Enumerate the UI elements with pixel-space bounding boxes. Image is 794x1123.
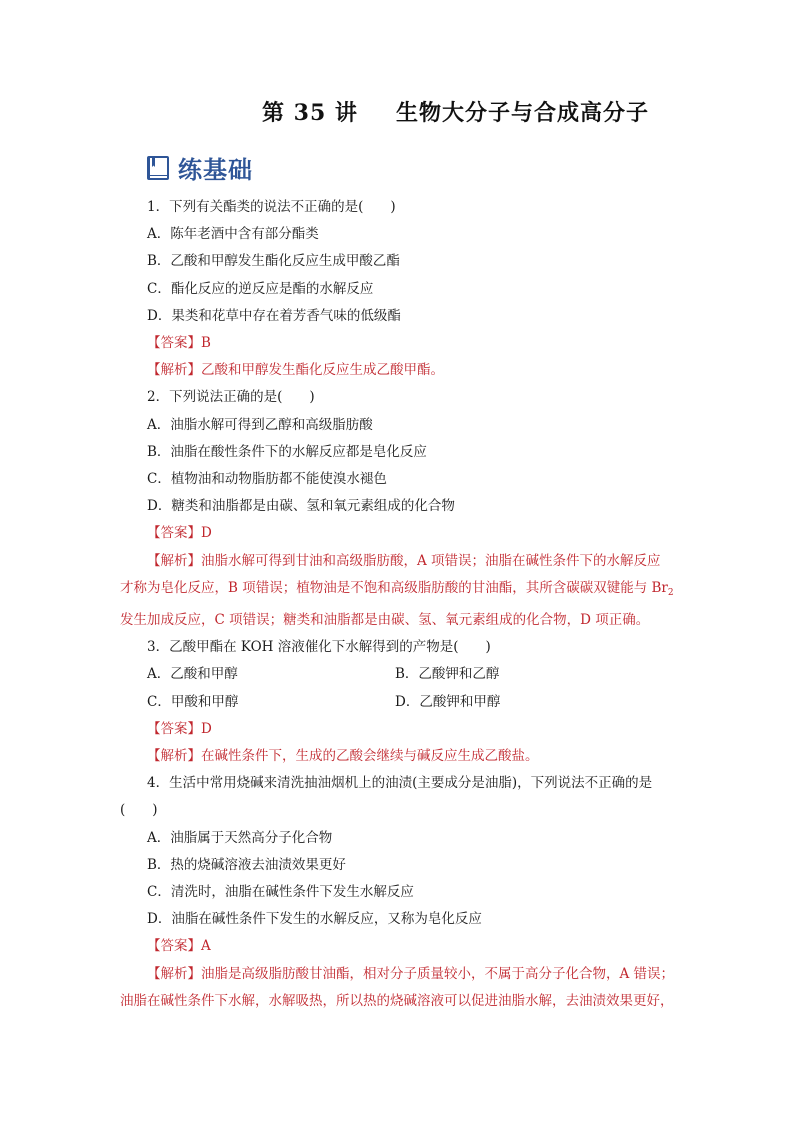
answer-line: [120, 520, 680, 547]
option-c: C．植物油和动物脂肪都不能使溴水褪色: [147, 471, 387, 488]
analysis-tag: 【解析】: [147, 965, 201, 982]
option-row: [120, 689, 680, 716]
option-b: B．油脂在酸性条件下的水解反应都是皂化反应: [147, 443, 427, 460]
analysis-text: 油脂水解可得到甘油和高级脂肪酸，A 项错误；油脂在碱性条件下的水解反应: [201, 552, 661, 569]
question-list: [120, 194, 680, 1015]
answer-tag: 【答案】: [147, 938, 201, 955]
option-a: A．油脂水解可得到乙醇和高级脂肪酸: [147, 416, 373, 433]
analysis-text: 油脂是高级脂肪酸甘油酯，相对分子质量较小，不属于高分子化合物，A 错误；: [201, 965, 675, 982]
option-b: B．乙酸钾和乙醇: [395, 666, 500, 683]
option-c: C．甲酸和甲醇: [147, 693, 239, 710]
option-row: [120, 661, 680, 688]
question-stem-cont: ( ): [120, 802, 158, 819]
answer-value: D: [201, 525, 212, 542]
subscript: 2: [667, 587, 674, 598]
analysis-line: [120, 575, 680, 607]
answer-line: [120, 933, 680, 960]
answer-line: [120, 330, 680, 357]
section-heading: [146, 150, 253, 185]
analysis-line: [120, 743, 680, 770]
answer-line: [120, 716, 680, 743]
option-b: B．热的烧碱溶液去油渍效果更好: [147, 856, 346, 873]
answer-tag: 【答案】: [147, 525, 201, 542]
analysis-line: [120, 357, 680, 384]
option-d: D．乙酸钾和甲醇: [395, 693, 501, 710]
option-b: B．乙酸和甲醇发生酯化反应生成甲酸乙酯: [147, 253, 400, 270]
analysis-text: 在碱性条件下，生成的乙酸会继续与碱反应生成乙酸盐。: [201, 748, 539, 765]
answer-tag: 【答案】: [147, 720, 201, 737]
answer-value: A: [201, 938, 211, 955]
option-d: D．果类和花草中存在着芳香气味的低级酯: [147, 307, 401, 324]
section-label: 练基础: [178, 156, 253, 184]
analysis-line: [120, 961, 680, 988]
analysis-line: 发生加成反应，C 项错误；糖类和油脂都是由碳、氢、氧元素组成的化合物，D 项正确。: [120, 612, 650, 629]
question-stem: 3．乙酸甲酯在 KOH 溶液催化下水解得到的产物是( ): [147, 639, 491, 656]
lecture-topic: 生物大分子与合成高分子: [395, 100, 649, 126]
page-title: [262, 96, 649, 127]
analysis-line: [120, 548, 680, 575]
analysis-tag: 【解析】: [147, 748, 201, 765]
analysis-tag: 【解析】: [147, 362, 201, 379]
option-a: A．陈年老酒中含有部分酯类: [147, 226, 319, 243]
option-d: D．油脂在碱性条件下发生的水解反应，又称为皂化反应: [147, 911, 482, 928]
option-a: A．油脂属于天然高分子化合物: [147, 829, 333, 846]
analysis-tag: 【解析】: [147, 552, 201, 569]
analysis-line: 油脂在碱性条件下水解，水解吸热，所以热的烧碱溶液可以促进油脂水解，去油渍效果更好，: [120, 992, 674, 1009]
analysis-text: 乙酸和甲醇发生酯化反应生成乙酸甲酯。: [201, 362, 444, 379]
question-stem: 2．下列说法正确的是( ): [147, 389, 315, 406]
question-stem: 4．生活中常用烧碱来清洗抽油烟机上的油渍(主要成分是油脂)，下列说法不正确的是: [147, 775, 653, 792]
option-c: C．酯化反应的逆反应是酯的水解反应: [147, 280, 374, 297]
answer-tag: 【答案】: [147, 335, 201, 352]
book-icon: [146, 155, 170, 181]
option-d: D．糖类和油脂都是由碳、氢和氧元素组成的化合物: [147, 498, 455, 515]
answer-value: D: [201, 720, 212, 737]
lecture-number: 第 35 讲: [262, 100, 358, 126]
answer-value: B: [201, 335, 211, 352]
question-stem: 1．下列有关酯类的说法不正确的是( ): [147, 199, 396, 215]
analysis-text: 才称为皂化反应，B 项错误；植物油是不饱和高级脂肪酸的甘油酯，其所含碳碳双键能与 Br: [120, 579, 668, 596]
option-c: C．清洗时，油脂在碱性条件下发生水解反应: [147, 884, 414, 901]
option-a: A．乙酸和甲醇: [147, 666, 238, 683]
